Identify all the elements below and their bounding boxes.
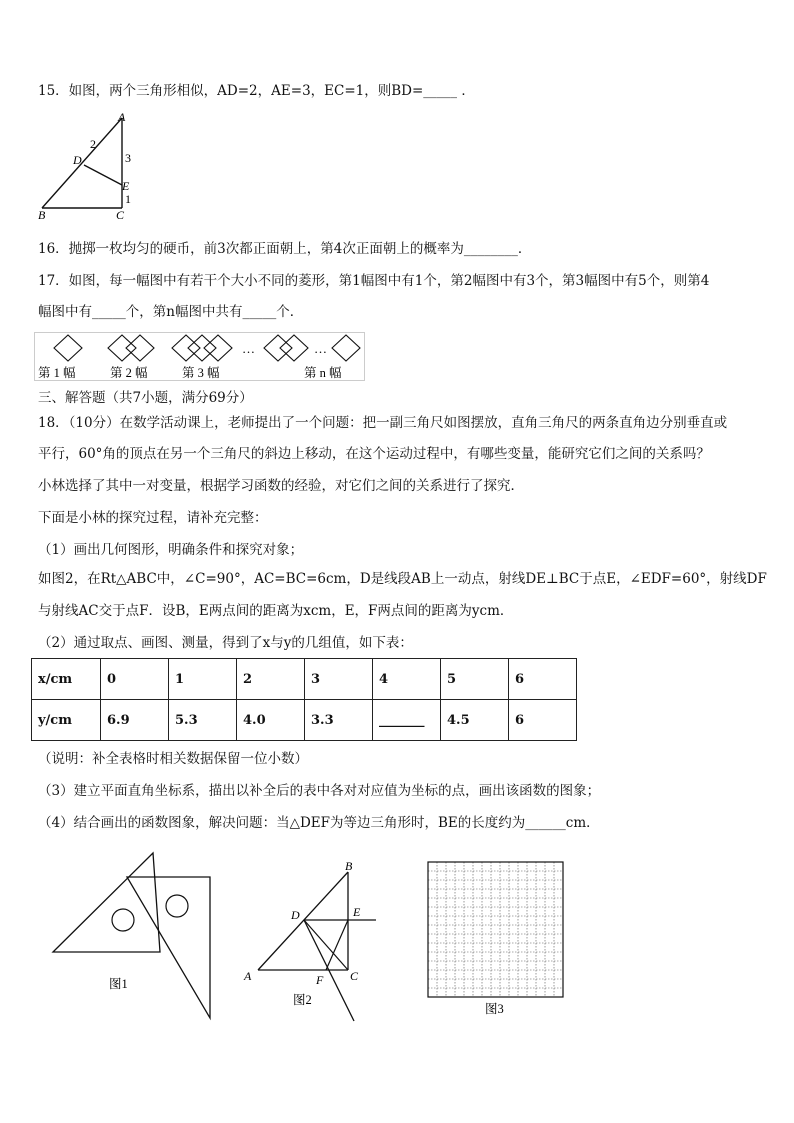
table-cell: 4 <box>373 659 441 700</box>
table-cell: 3 <box>305 659 373 700</box>
q17-line-1: 17．如图，每一幅图中有若干个大小不同的菱形，第1幅图中有1个，第2幅图中有3个，第3幅图中有5个，则第4 <box>38 273 710 289</box>
table-cell: 6.9 <box>101 700 169 741</box>
q17-line-2: 幅图中有_____个，第n幅图中共有_____个． <box>38 304 304 320</box>
q15-label-e: E <box>122 179 130 193</box>
table-header-x: x/cm <box>32 659 101 700</box>
table-cell: 1 <box>169 659 237 700</box>
q15-label-d: D <box>73 153 82 167</box>
q17-label-3: 第 3 幅 <box>182 366 220 380</box>
q17-label-1: 第 1 幅 <box>38 366 76 380</box>
q18-line-2: 平行，60°角的顶点在另一个三角尺的斜边上移动，在这个运动过程中，有哪些变量，能研究它们之间的关系吗？ <box>38 446 710 462</box>
table-row <box>32 659 577 700</box>
fig2-label-e: E <box>353 905 361 919</box>
q18-note: （说明：补全表格时相关数据保留一位小数） <box>38 751 308 767</box>
fig2-label-f: F <box>316 973 324 987</box>
q18-desc-2: 与射线AC交于点F．设B，E两点间的距离为xcm，E，F两点间的距离为ycm． <box>38 603 514 619</box>
q18-line-3: 小林选择了其中一对变量，根据学习函数的经验，对它们之间的关系进行了探究． <box>38 478 524 494</box>
figure-2-caption: 图2 <box>293 993 312 1007</box>
figure-3-caption: 图3 <box>485 1002 504 1016</box>
q18-step-3: （3）建立平面直角坐标系，描出以补全后的表中各对对应值为坐标的点，画出该函数的图象； <box>38 783 601 799</box>
q17-label-2: 第 2 幅 <box>110 366 148 380</box>
figure-3-grid <box>420 856 570 1021</box>
table-cell: 6 <box>509 700 577 741</box>
figure-1-caption: 图1 <box>109 977 128 991</box>
q16-text: 16．抛掷一枚均匀的硬币，前3次都正面朝上，第4次正面朝上的概率为________． <box>38 241 532 257</box>
q15-text: 15．如图，两个三角形相似，AD=2，AE=3，EC=1，则BD=_____ ． <box>38 83 475 99</box>
table-cell: 6 <box>509 659 577 700</box>
q15-label-b: B <box>38 208 46 220</box>
table-cell: 3.3 <box>305 700 373 741</box>
q18-line-4: 下面是小林的探究过程，请补充完整： <box>38 510 268 526</box>
table-row <box>32 700 577 741</box>
q15-label-c: C <box>116 208 125 220</box>
table-cell: 4.0 <box>237 700 305 741</box>
table-cell-blank[interactable]: _______ <box>373 700 441 741</box>
q18-step-4: （4）结合画出的函数图象，解决问题：当△DEF为等边三角形时，BE的长度约为______cm． <box>38 815 600 831</box>
q15-length-ad: 2 <box>90 137 96 151</box>
fig2-label-b: B <box>345 859 353 873</box>
q18-desc-1: 如图2，在Rt△ABC中，∠C=90°，AC=BC=6cm，D是线段AB上一动点，射线DE⊥BC于点E，∠EDF=60°，射线DF <box>38 571 767 587</box>
table-header-y: y/cm <box>32 700 101 741</box>
rhombus-shape <box>54 335 82 361</box>
fig2-label-c: C <box>350 969 359 983</box>
q17-ellipsis-1: … <box>242 341 255 356</box>
q18-step-2: （2）通过取点、画图、测量，得到了x与y的几组值，如下表： <box>38 635 413 651</box>
figure-2-geometry <box>238 856 383 1026</box>
q17-ellipsis-2: … <box>314 341 327 356</box>
table-cell: 4.5 <box>441 700 509 741</box>
section-3-heading: 三、解答题（共7小题，满分69分） <box>38 390 253 406</box>
q15-label-a: A <box>118 110 126 124</box>
grid-lines <box>428 862 563 997</box>
fig2-label-a: A <box>244 969 252 983</box>
q17-label-n: 第 n 幅 <box>304 366 342 380</box>
table-cell: 0 <box>101 659 169 700</box>
q18-line-1: 18．（10分）在数学活动课上，老师提出了一个问题：把一副三角尺如图摆放，直角三角尺的两条直角边分别垂直或 <box>38 415 728 431</box>
q15-length-ae: 3 <box>125 151 131 165</box>
q17-figure <box>34 332 369 382</box>
table-cell: 5.3 <box>169 700 237 741</box>
q15-figure <box>34 108 144 220</box>
table-cell: 2 <box>237 659 305 700</box>
q18-step-1: （1）画出几何图形，明确条件和探究对象； <box>38 542 304 558</box>
figure-1-set-squares <box>45 848 225 1023</box>
q15-length-ec: 1 <box>125 192 131 206</box>
xy-table <box>31 658 577 741</box>
fig2-label-d: D <box>291 908 300 922</box>
table-cell: 5 <box>441 659 509 700</box>
